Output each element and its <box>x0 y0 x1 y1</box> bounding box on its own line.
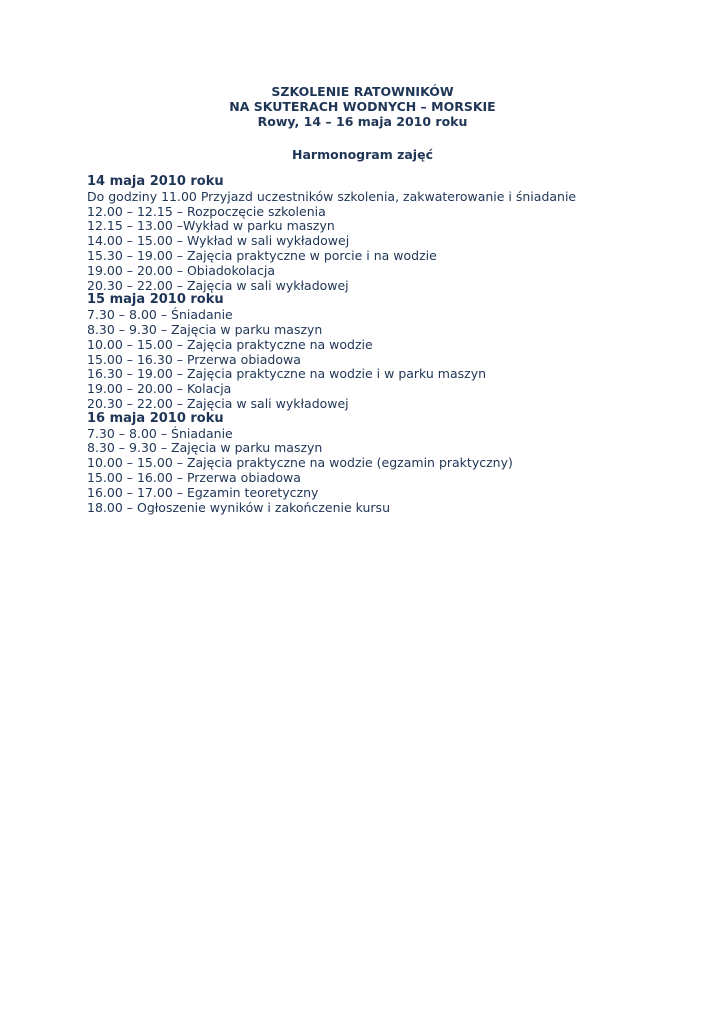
day-heading: 16 maja 2010 roku <box>87 410 224 426</box>
schedule-entry: 7.30 – 8.00 – Śniadanie <box>87 307 233 323</box>
day-heading: 14 maja 2010 roku <box>87 174 224 189</box>
schedule-entry: 10.00 – 15.00 – Zajęcia praktyczne na wodzie <box>87 336 373 352</box>
schedule-entry: 14.00 – 15.00 – Wykład w sali wykładowej <box>87 233 350 249</box>
schedule-entry: 18.00 – Ogłoszenie wyników i zakończenie kursu <box>87 499 390 515</box>
header-location-date: Rowy, 14 – 16 maja 2010 roku <box>257 114 468 129</box>
document-header <box>0 84 725 129</box>
schedule-entry: 15.30 – 19.00 – Zajęcia praktyczne w porcie i na wodzie <box>87 247 437 263</box>
header-title-line-2: NA SKUTERACH WODNYCH – MORSKIE <box>229 99 496 114</box>
schedule-entry: 8.30 – 9.30 – Zajęcia w parku maszyn <box>87 440 323 456</box>
schedule-list <box>87 175 707 515</box>
schedule-entry: 10.00 – 15.00 – Zajęcia praktyczne na wodzie (egzamin praktyczny) <box>87 455 513 471</box>
header-title-line-1: SZKOLENIE RATOWNIKÓW <box>271 84 454 99</box>
schedule-entry: 12.00 – 12.15 – Rozpoczęcie szkolenia <box>87 203 326 219</box>
schedule-entry: 20.30 – 22.00 – Zajęcia w sali wykładowej <box>87 277 349 293</box>
schedule-entry: 12.15 – 13.00 –Wykład w parku maszyn <box>87 218 335 234</box>
day-heading: 15 maja 2010 roku <box>87 292 224 308</box>
schedule-entry: Do godziny 11.00 Przyjazd uczestników szkolenia, zakwaterowanie i śniadanie <box>87 188 577 204</box>
schedule-entry: 20.30 – 22.00 – Zajęcia w sali wykładowej <box>87 395 349 411</box>
schedule-entry: 7.30 – 8.00 – Śniadanie <box>87 425 233 441</box>
schedule-entry: 19.00 – 20.00 – Obiadokolacja <box>87 262 276 278</box>
schedule-entry: 16.30 – 19.00 – Zajęcia praktyczne na wodzie i w parku maszyn <box>87 366 487 382</box>
schedule-entry: 16.00 – 17.00 – Egzamin teoretyczny <box>87 484 319 500</box>
schedule-entry: 19.00 – 20.00 – Kolacja <box>87 381 232 397</box>
schedule-entry: 15.00 – 16.30 – Przerwa obiadowa <box>87 351 301 367</box>
schedule-title: Harmonogram zajęć <box>292 147 433 162</box>
schedule-entry: 8.30 – 9.30 – Zajęcia w parku maszyn <box>87 321 323 337</box>
schedule-entry: 15.00 – 16.00 – Przerwa obiadowa <box>87 469 301 485</box>
